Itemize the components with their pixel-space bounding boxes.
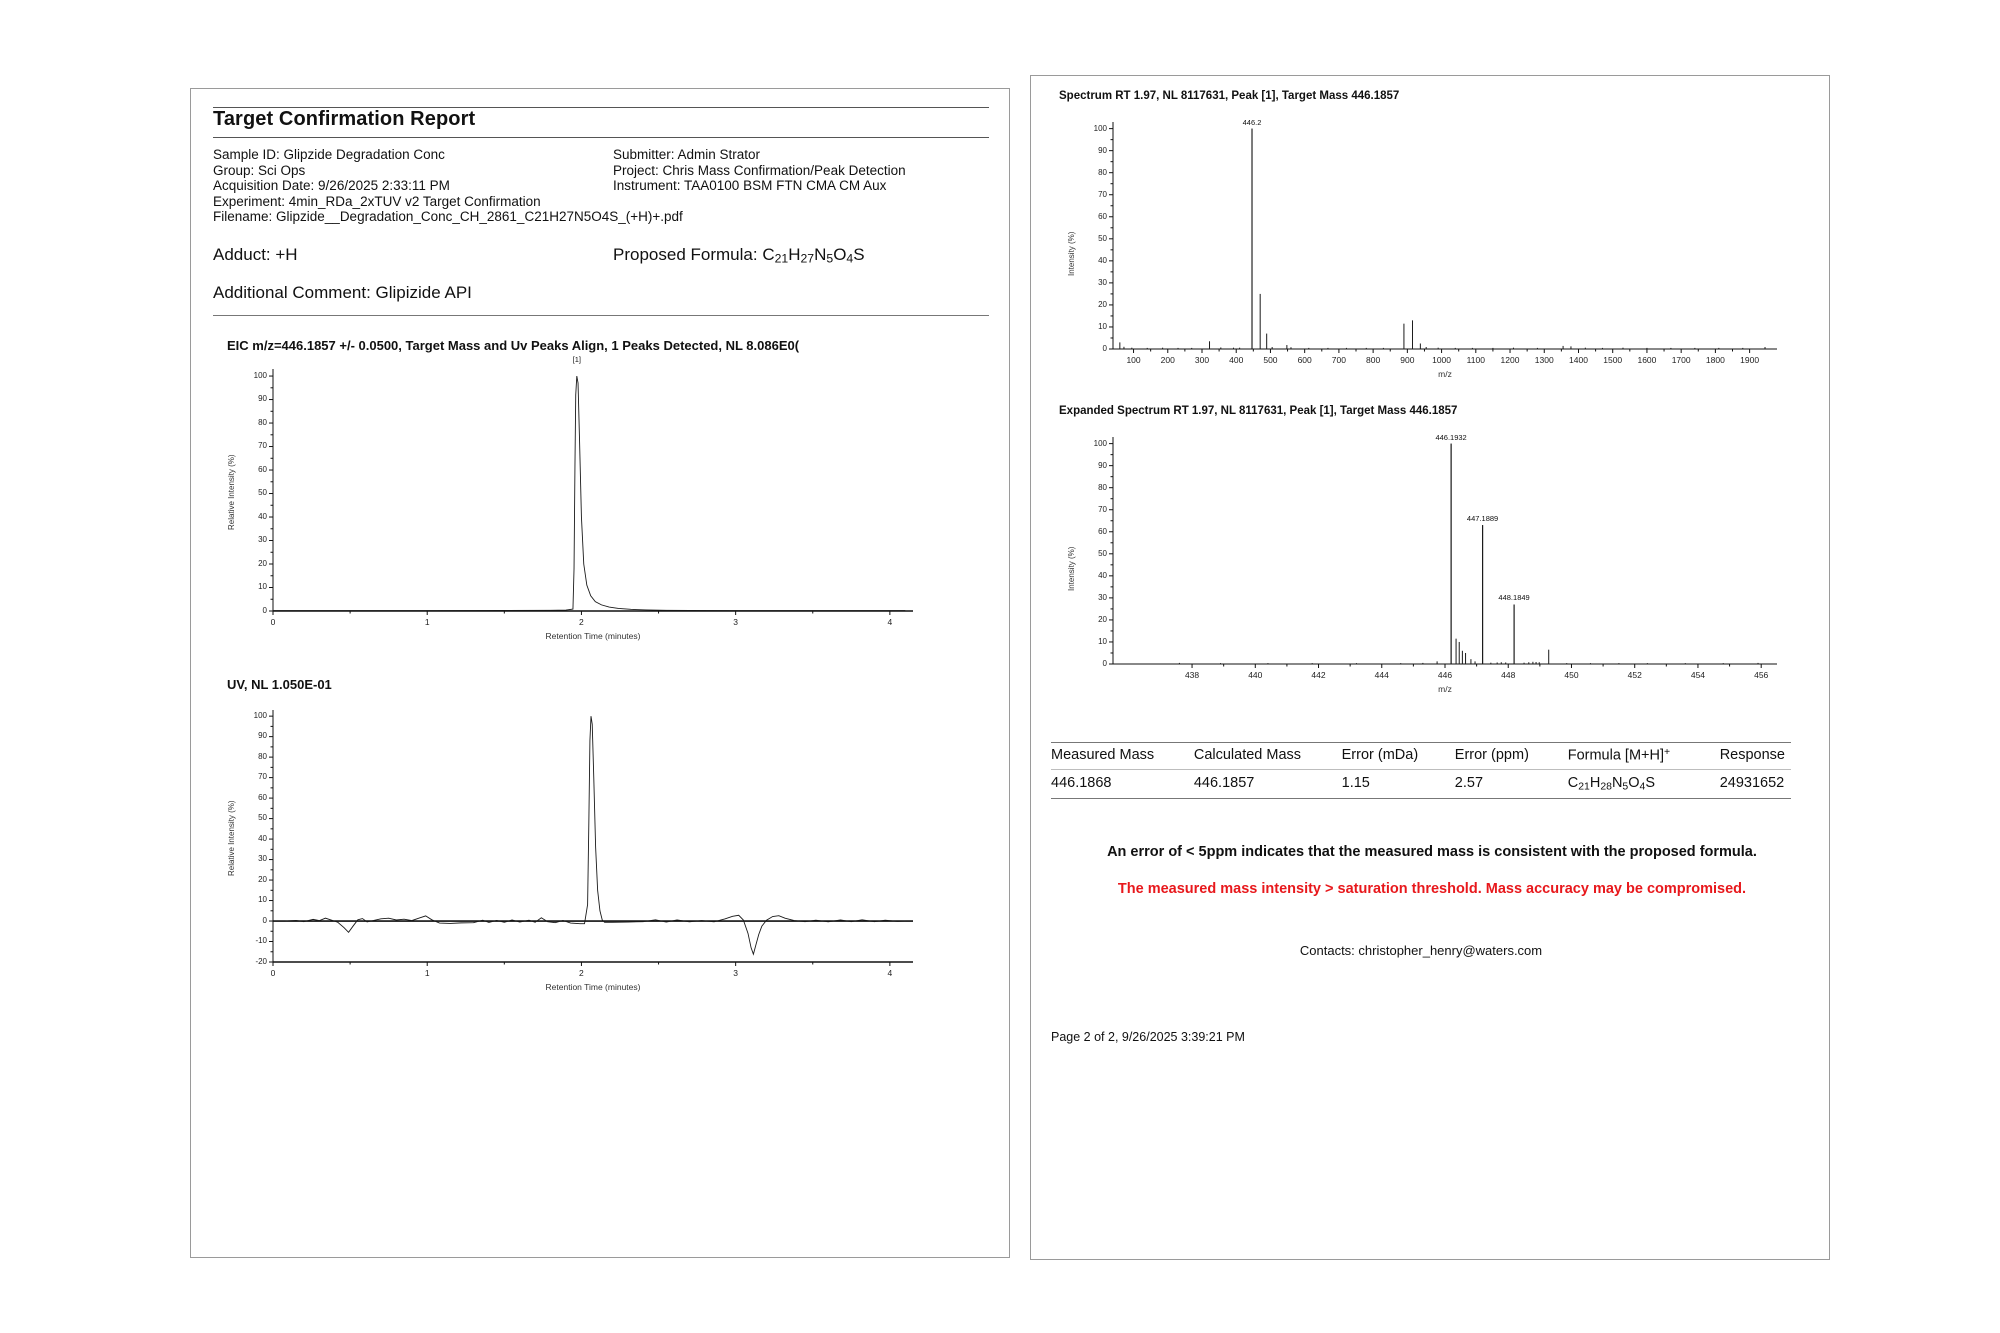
uv-chart-ytick: 30	[258, 854, 267, 864]
eic-chart-xtick: 1	[424, 616, 430, 627]
expanded-chart-ytick: 70	[1098, 504, 1107, 514]
spectrum-chart-ytick: 0	[1102, 344, 1107, 353]
additional-comment: Additional Comment: Glipizide API	[213, 282, 472, 302]
spectrum-chart-xtick: 1700	[1671, 355, 1691, 365]
expanded-chart-ytick: 20	[1098, 614, 1107, 624]
spectrum-chart-ytick: 20	[1098, 299, 1107, 309]
spectrum-chart-xtick: 800	[1366, 355, 1381, 365]
col-formula: Formula [M+H]+	[1568, 743, 1720, 770]
expanded-chart-ytick: 10	[1098, 636, 1107, 646]
meta-group: Group: Sci Ops	[213, 162, 306, 178]
cell-measured-mass: 446.1868	[1051, 769, 1194, 798]
meta-project: Project: Chris Mass Confirmation/Peak Detection	[613, 162, 906, 178]
spectrum-chart-xtick: 1800	[1705, 355, 1725, 365]
report-page-right	[1030, 75, 1830, 1260]
uv-chart-ylabel: Relative Intensity (%)	[227, 799, 236, 876]
spectrum-chart-xtick: 200	[1160, 355, 1175, 365]
eic-chart-ytick: 30	[258, 535, 267, 544]
col-error-ppm: Error (ppm)	[1455, 743, 1568, 770]
expanded-chart-ytick: 40	[1098, 570, 1107, 580]
uv-chart-ytick: 100	[253, 710, 267, 720]
expanded-chart-xtick: 446	[1437, 670, 1453, 680]
spectrum-chart-ytick: 90	[1098, 145, 1107, 155]
meta-experiment: Experiment: 4min_RDa_2xTUV v2 Target Confirmation	[213, 193, 541, 209]
mass-spectrum	[1051, 110, 1791, 385]
eic-chart-ytick: 60	[258, 464, 267, 474]
spectrum-title: Spectrum RT 1.97, NL 8117631, Peak [1], Target Mass 446.1857	[1059, 90, 1400, 102]
eic-chart-ytick: 10	[258, 582, 267, 591]
eic-chart-ylabel: Relative Intensity (%)	[227, 453, 236, 530]
report-page-left	[190, 88, 1010, 1258]
cell-calculated-mass: 446.1857	[1194, 769, 1342, 798]
spectrum-chart-xtick: 400	[1229, 355, 1244, 365]
cell-error-mda: 1.15	[1342, 769, 1455, 798]
uv-chart-title: UV, NL 1.050E-01	[227, 676, 332, 692]
page-title: Target Confirmation Report	[213, 108, 476, 130]
spectrum-chart-xtick: 100	[1126, 355, 1141, 365]
expanded-chart-xtick: 444	[1374, 670, 1389, 680]
uv-chart-ytick: 90	[258, 731, 267, 741]
expanded-chart-xtick: 456	[1754, 670, 1769, 680]
spectrum-chart-xtick: 900	[1400, 355, 1415, 365]
metadata-right-column	[613, 147, 983, 194]
spectrum-chart-xtick: 300	[1194, 355, 1210, 365]
expanded-chart-ytick: 90	[1098, 460, 1107, 470]
spectrum-chart-ytick: 30	[1098, 277, 1107, 287]
uv-chart-ytick: 20	[258, 874, 267, 884]
uv-chart-xtick: 1	[424, 967, 430, 978]
col-error-mda: Error (mDa)	[1342, 743, 1455, 770]
page-footer: Page 2 of 2, 9/26/2025 3:39:21 PM	[1051, 1029, 1245, 1044]
spectrum-chart-peak-label: 446.2	[1242, 117, 1262, 127]
results-table	[1051, 742, 1791, 799]
meta-sample-id: Sample ID: Glipzide Degradation Conc	[213, 147, 445, 162]
spectrum-chart-xtick: 1000	[1432, 355, 1452, 365]
eic-chart-xtick: 2	[579, 616, 584, 627]
expanded-chart-xtick: 450	[1564, 670, 1579, 680]
expanded-chart-xlabel: m/z	[1438, 684, 1452, 694]
expanded-chart-xtick: 442	[1311, 670, 1326, 680]
spectrum-chart-ytick: 10	[1098, 321, 1107, 331]
spectrum-chart-ytick: 60	[1098, 211, 1107, 221]
uv-chart-xtick: 4	[887, 967, 893, 978]
metadata-block	[213, 138, 989, 229]
eic-chart-ytick: 0	[262, 605, 267, 615]
adduct-row	[213, 229, 989, 279]
expanded-chart-ylabel: Intensity (%)	[1067, 546, 1076, 591]
proposed-formula-row	[613, 245, 865, 266]
table-header-row	[1051, 743, 1791, 770]
spectrum-chart-xtick: 700	[1331, 355, 1346, 365]
spectrum-chart-ytick: 50	[1098, 233, 1107, 243]
expanded-mass-spectrum	[1051, 425, 1791, 700]
meta-filename: Filename: Glipzide__Degradation_Conc_CH_2861_C21H27N5O4S_(+H)+.pdf	[213, 209, 683, 224]
eic-chart-ytick: 80	[258, 417, 267, 427]
expanded-chart-xtick: 454	[1690, 670, 1706, 680]
uv-chart-xtick: 2	[579, 967, 584, 978]
uv-chart-ytick: 10	[258, 895, 267, 905]
uv-chart-xlabel: Retention Time (minutes)	[545, 981, 641, 992]
expanded-chart-ytick: 50	[1098, 548, 1107, 558]
spectrum-chart-ytick: 70	[1098, 189, 1107, 199]
expanded-chart-xtick: 438	[1184, 670, 1200, 680]
expanded-chart-xtick: 452	[1627, 670, 1642, 680]
contacts-line: Contacts: christopher_henry@waters.com	[1299, 942, 1543, 958]
uv-chart-ytick: 70	[258, 772, 267, 782]
table-row	[1051, 769, 1791, 798]
proposed-formula-value: $C_{21}H_{27}N_5O_4S$	[762, 244, 865, 266]
metadata-left-column	[213, 147, 683, 225]
adduct-label: Adduct: +H	[213, 244, 298, 264]
expanded-chart-ytick: 60	[1098, 526, 1107, 536]
spectrum-chart-xtick: 1500	[1603, 355, 1623, 365]
spectrum-chart-xtick: 1600	[1637, 355, 1657, 365]
eic-chart-ytick: 70	[258, 441, 267, 451]
spectrum-chart-xtick: 1100	[1466, 355, 1485, 365]
expanded-spectrum-title: Expanded Spectrum RT 1.97, NL 8117631, Peak [1], Target Mass 446.1857	[1059, 405, 1458, 417]
eic-chromatogram	[213, 354, 933, 647]
accuracy-note: An error of < 5ppm indicates that the measured mass is consistent with the proposed formula.	[1107, 843, 1757, 860]
spectrum-chart-ytick: 100	[1093, 123, 1107, 133]
uv-chromatogram	[213, 698, 933, 998]
uv-chart-xtick: 0	[270, 967, 276, 978]
uv-chart-ytick: 0	[262, 915, 267, 925]
col-calculated-mass: Calculated Mass	[1194, 743, 1342, 770]
expanded-chart-ytick: 30	[1098, 592, 1107, 602]
col-measured-mass: Measured Mass	[1051, 743, 1194, 770]
eic-chart-ytick: 90	[258, 394, 267, 404]
eic-chart-title: EIC m/z=446.1857 +/- 0.0500, Target Mass and Uv Peaks Align, 1 Peaks Detected, NL 8.086E0(	[227, 337, 800, 353]
spectrum-chart-xtick: 500	[1263, 355, 1278, 365]
spectrum-chart-xtick: 1400	[1569, 355, 1588, 365]
eic-chart-ytick: 40	[258, 511, 267, 521]
spectrum-chart-xtick: 1300	[1534, 355, 1554, 365]
spectrum-chart-xtick: 600	[1297, 355, 1312, 365]
cell-response: 24931652	[1720, 769, 1791, 798]
uv-chart-ytick: 60	[258, 792, 267, 802]
cell-error-ppm: 2.57	[1455, 769, 1568, 798]
uv-chart-ytick: 50	[258, 813, 267, 823]
eic-chart-svg	[213, 354, 933, 647]
expanded-chart-peak-label: 447.1889	[1466, 514, 1499, 524]
eic-chart-annotation: [1]	[572, 354, 581, 364]
expanded-chart-svg	[1051, 425, 1791, 700]
eic-chart-xtick: 3	[733, 616, 738, 627]
col-response: Response	[1720, 743, 1791, 770]
expanded-chart-ytick: 0	[1102, 659, 1107, 668]
eic-chart-xtick: 4	[887, 616, 893, 627]
expanded-chart-peak-label: 446.1932	[1435, 432, 1467, 442]
spectrum-chart-xtick: 1200	[1500, 355, 1520, 365]
spectrum-chart-xlabel: m/z	[1438, 369, 1452, 379]
uv-chart-ytick: -20	[255, 956, 267, 966]
spectrum-chart-ytick: 40	[1098, 255, 1107, 265]
uv-chart-xtick: 3	[733, 967, 738, 978]
eic-chart-xtick: 0	[270, 616, 276, 627]
uv-chart-ytick: 40	[258, 833, 267, 843]
eic-chart-ytick: 50	[258, 488, 267, 498]
uv-chart-ytick: 80	[258, 751, 267, 761]
uv-chart-svg	[213, 698, 933, 998]
spectrum-chart-ylabel: Intensity (%)	[1067, 231, 1076, 276]
spectrum-chart-ytick: 80	[1098, 167, 1107, 177]
spectrum-chart-svg	[1051, 110, 1791, 385]
eic-chart-xlabel: Retention Time (minutes)	[545, 630, 641, 641]
proposed-formula-label: Proposed Formula:	[613, 244, 758, 264]
expanded-chart-xtick: 440	[1248, 670, 1263, 680]
meta-submitter: Submitter: Admin Strator	[613, 147, 761, 162]
uv-chart-ytick: -10	[255, 936, 267, 945]
saturation-warning: The measured mass intensity > saturation threshold. Mass accuracy may be compromised.	[1117, 880, 1747, 897]
expanded-chart-xtick: 448	[1501, 670, 1516, 680]
cell-formula: $C_{21}H_{28}N_5O_4S$	[1568, 769, 1720, 798]
eic-chart-ytick: 100	[253, 370, 267, 380]
eic-chart-ytick: 20	[258, 558, 267, 568]
expanded-chart-ytick: 80	[1098, 482, 1107, 492]
spectrum-chart-xtick: 1900	[1740, 355, 1760, 365]
expanded-chart-ytick: 100	[1093, 438, 1107, 448]
expanded-chart-peak-label: 448.1849	[1498, 593, 1530, 603]
meta-instrument: Instrument: TAA0100 BSM FTN CMA CM Aux	[613, 178, 887, 193]
meta-acquisition-date: Acquisition Date: 9/26/2025 2:33:11 PM	[213, 178, 450, 193]
